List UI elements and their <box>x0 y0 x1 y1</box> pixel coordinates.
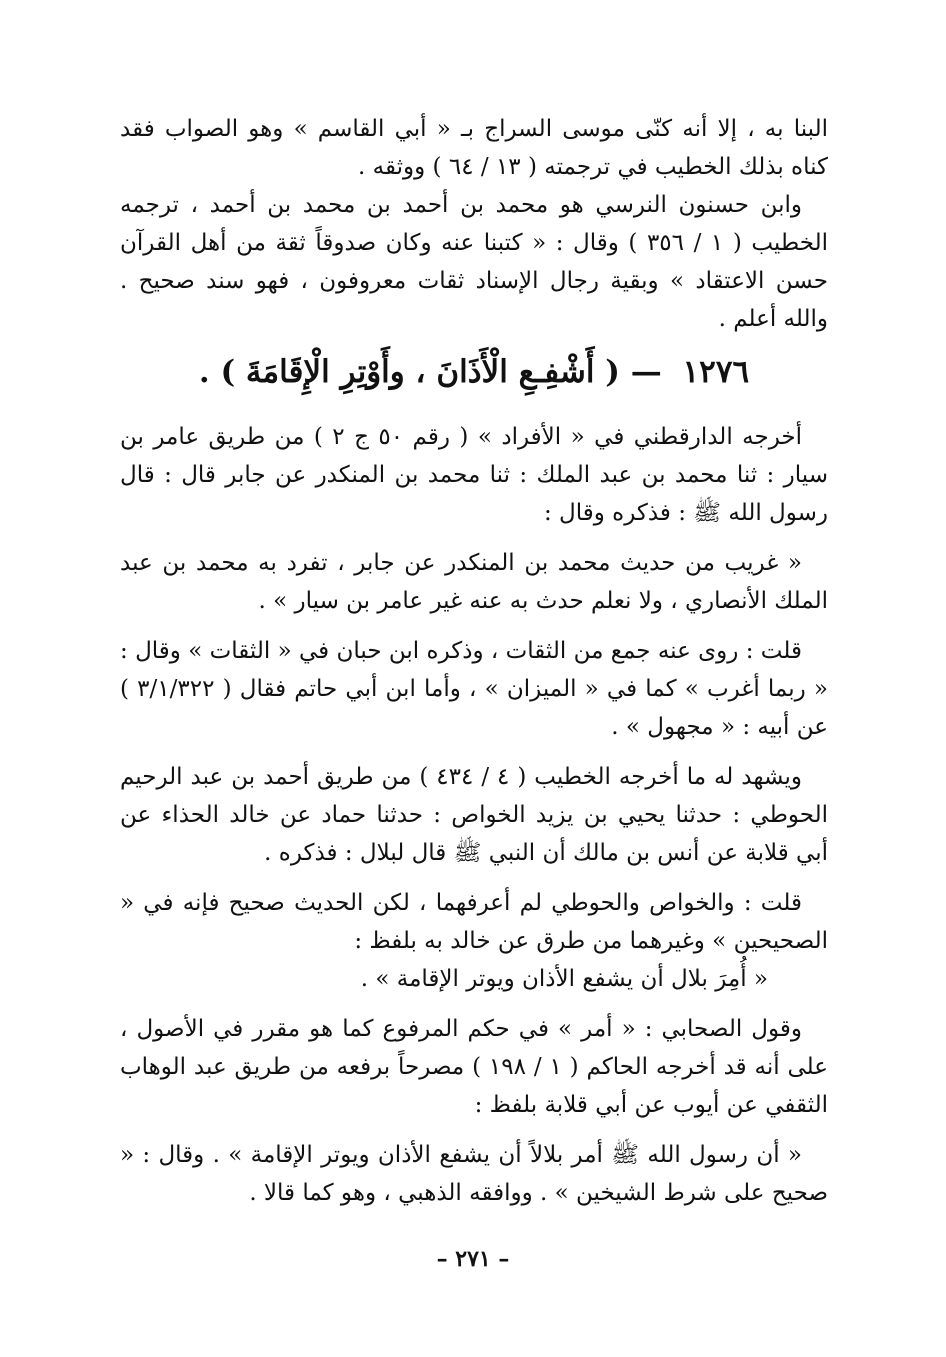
paragraph-hakim-quote: « أن رسول الله ﷺ أمر بلالاً أن يشفع الأذان ويوتر الإقامة » . وقال : « صحيح على شرط الشيخين » . ووافقه الذهبي ، وهو كما قالا . <box>120 1142 828 1206</box>
paragraph-continuation: البنا به ، إلا أنه كنّى موسى السراج بـ « أبي القاسم » وهو الصواب فقد كناه بذلك الخطيب في ترجمته ( ١٣ / ٦٤ ) ووثقه . <box>120 116 828 180</box>
paragraph-sahabi: وقول الصحابي : « أمر » في حكم المرفوع كما هو مقرر في الأصول ، على أنه قد أخرجه الحاكم ( ١ / ١٩٨ ) مصرحاً برفعه من طريق عبد الوهاب الثقفي عن أيوب عن أبي قلابة بلفظ : <box>120 1016 829 1118</box>
page-number: – ٢٧١ – <box>436 1246 510 1272</box>
paragraph-takhrij: أخرجه الدارقطني في « الأفراد » ( رقم ٥٠ ج ٢ ) من طريق عامر بن سيار : ثنا محمد بن عبد الملك : ثنا محمد بن المنكدر عن جابر قال : قال رسول الله ﷺ : فذكره وقال : <box>120 424 828 526</box>
hadith-quote: « أُمِرَ بلال أن يشفع الأذان ويوتر الإقامة » . <box>360 966 768 992</box>
paragraph-ibn-hasnun: وابن حسنون النرسي هو محمد بن أحمد بن محمد بن أحمد ، ترجمه الخطيب ( ١ / ٣٥٦ ) وقال : « كتبنا عنه وكان صدوقاً ثقة من أهل القرآن حسن الاعتقاد » وبقية رجال الإسناد ثقات معروفون ، فهو سند صحيح . والله أعلم . <box>120 192 828 332</box>
hadith-number: ١٢٧٦ <box>682 354 750 390</box>
hadith-title: — ( أَشْفِـعِ الْأَذَانَ ، وأَوْتِرِ الْإِقَامَةَ ) . <box>198 354 662 390</box>
hadith-heading <box>120 350 828 394</box>
paragraph-qultu-1: قلت : روى عنه جمع من الثقات ، وذكره ابن حبان في « الثقات » وقال : « ربما أغرب » كما في « الميزان » ، وأما ابن أبي حاتم فقال ( ٣/١/٣٢٢ ) عن أبيه : « مجهول » . <box>120 638 828 740</box>
paragraph-quote-gharib: « غريب من حديث محمد بن المنكدر عن جابر ، تفرد به محمد بن عبد الملك الأنصاري ، ولا نعلم حدث به عنه غير عامر بن سيار » . <box>120 550 828 614</box>
paragraph-qultu-2: قلت : والخواص والحوطي لم أعرفهما ، لكن الحديث صحيح فإنه في « الصحيحين » وغيرهما من طرق عن خالد به بلفظ : <box>120 890 828 954</box>
document-page <box>120 110 828 1317</box>
paragraph-shahid: ويشهد له ما أخرجه الخطيب ( ٤ / ٤٣٤ ) من طريق أحمد بن عبد الرحيم الحوطي : حدثنا يحيي بن يزيد الخواص : حدثنا حماد عن خالد الحذاء عن أبي قلابة عن أنس بن مالك أن النبي ﷺ قال لبلال : فذكره . <box>120 764 828 866</box>
